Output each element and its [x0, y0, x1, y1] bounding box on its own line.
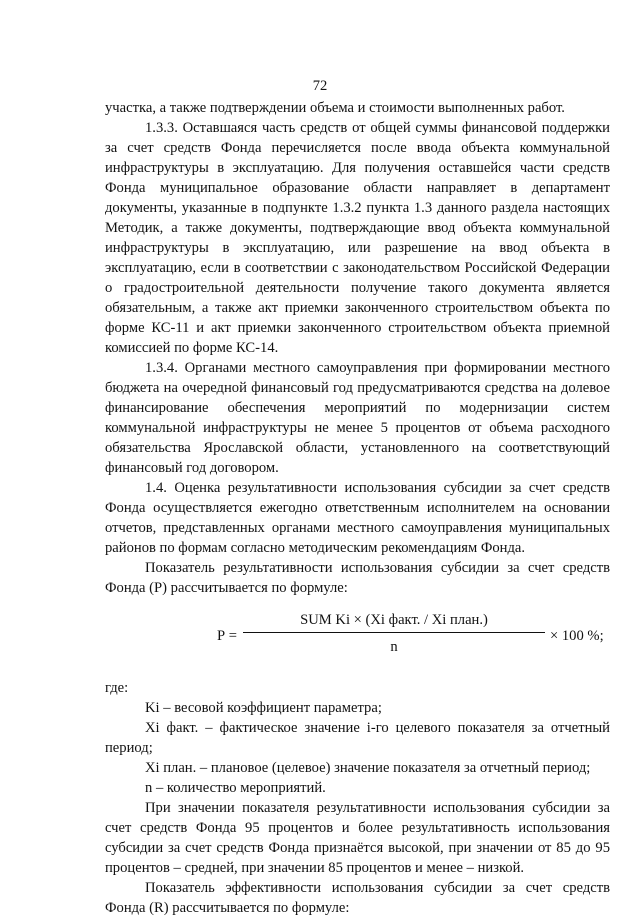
formula-fraction: [241, 610, 547, 657]
formula-lhs: Р =: [217, 628, 237, 644]
effectiveness-formula: [105, 610, 610, 668]
document-body: [105, 98, 610, 918]
page-number: 72: [312, 78, 328, 94]
paragraph-efficiency-intro: Показатель эффективности использования субсидии за счет средств Фонда (R) рассчитывается по формуле:: [105, 880, 610, 916]
definition-xi-fact: Xi факт. – фактическое значение i-го целевого показателя за отчетный период;: [105, 720, 610, 756]
definition-ki: Ki – весовой коэффициент параметра;: [145, 700, 382, 716]
paragraph-1-3-4: 1.3.4. Органами местного самоуправления при формировании местного бюджета на очередной финансовый год предусматриваются средства на долевое финансирование обеспечения мероприятий по модернизации систем коммунальной инфраструктуры не менее 5 процентов от объема расходного обязательства Ярославской области, установленного на соответствующий финансовый год договором.: [105, 360, 610, 476]
paragraph-thresholds: При значении показателя результативности использования субсидии за счет средств Фонда 95 процентов и более результативность использования субсидии за счет средств Фонда признаётся высокой, при значении от 85 до 95 процентов – средней, при значении 85 процентов и менее – низкой.: [105, 800, 610, 876]
paragraph-1-3-3: 1.3.3. Оставшаяся часть средств от общей суммы финансовой поддержки за счет средств Фонда перечисляется после ввода объекта коммунальной инфраструктуры в эксплуатацию. Для получения оставшейся части средств Фонда муниципальное образование области направляет в департамент документы, указанные в подпункте 1.3.2 пункта 1.3 данного раздела настоящих Методик, а также документы, подтверждающие ввод объекта коммунальной инфраструктуры в эксплуатацию, или разрешение на ввод объекта в эксплуатацию, если в соответствии с законодательством Российской Федерации о градостроительной деятельности получение такого документа является обязательным, а также акт приемки законченного строительством объекта по форме КС-11 и акт приемки законченного строительством объекта приемной комиссией по форме КС-14.: [105, 120, 610, 356]
formula-rhs: × 100 %;: [550, 628, 604, 644]
definition-xi-plan: Xi план. – плановое (целевое) значение показателя за отчетный период;: [145, 760, 591, 776]
paragraph-formula-intro: Показатель результативности использования субсидии за счет средств Фонда (Р) рассчитывается по формуле:: [105, 560, 610, 596]
paragraph-1-4: 1.4. Оценка результативности использования субсидии за счет средств Фонда осуществляется ежегодно ответственным исполнителем на основании отчетов, представленных органами местного самоуправления муниципальных районов по формам согласно методическим рекомендациям Фонда.: [105, 480, 610, 556]
where-label: где:: [105, 680, 129, 696]
formula-denominator: n: [390, 639, 398, 655]
paragraph-continuation: участка, а также подтверждении объема и стоимости выполненных работ.: [105, 100, 565, 116]
formula-numerator: SUM Ki × (Xi факт. / Xi план.): [300, 612, 488, 628]
definition-n: n – количество мероприятий.: [145, 780, 326, 796]
